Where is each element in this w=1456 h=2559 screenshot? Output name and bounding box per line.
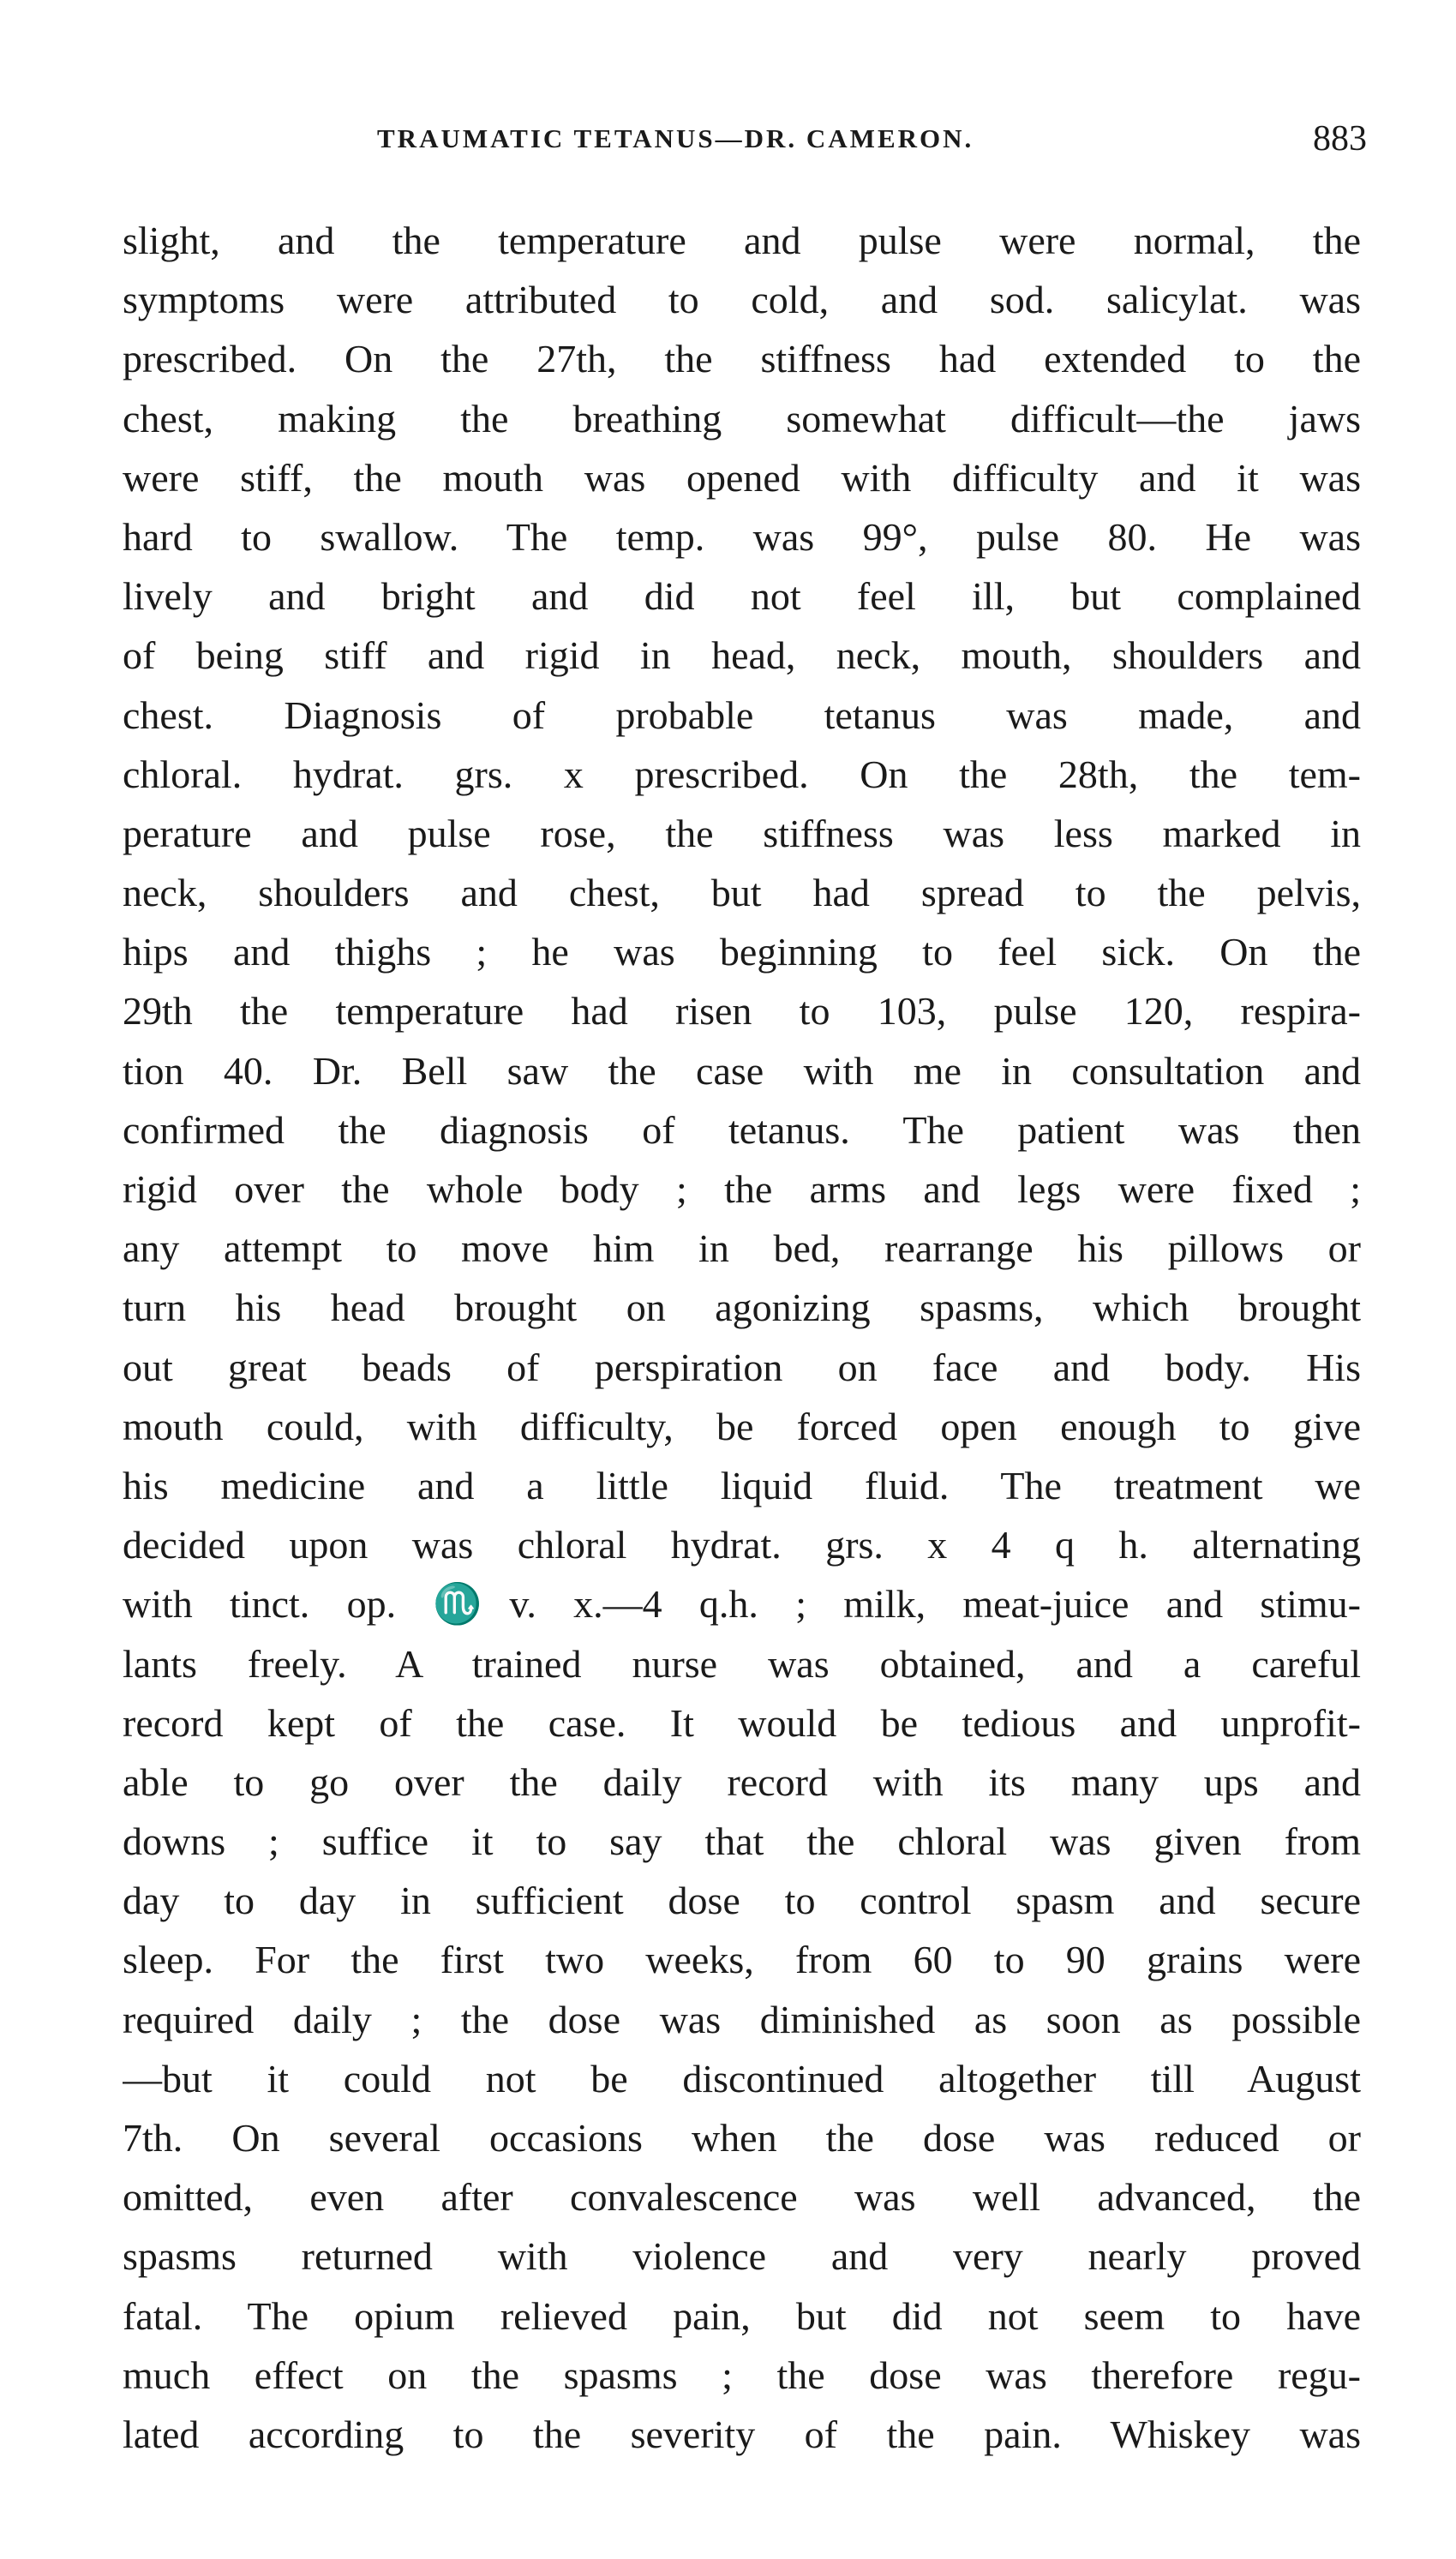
- text-line: any attempt to move him in bed, rearrange his pillows or: [123, 1226, 1361, 1271]
- text-line: day to day in sufficient dose to control spasm and secure: [123, 1879, 1361, 1923]
- text-line: confirmed the diagnosis of tetanus. The patient was then: [123, 1107, 1361, 1152]
- text-line: omitted, even after convalescence was well advanced, the: [123, 2175, 1361, 2220]
- text-line: lively and bright and did not feel ill, but complained: [123, 574, 1361, 619]
- text-line: required daily ; the dose was diminished as soon as possible: [123, 1997, 1361, 2041]
- text-line: downs ; suffice it to say that the chloral was given from: [123, 1819, 1361, 1864]
- text-line: mouth could, with difficulty, be forced open enough to give: [123, 1404, 1361, 1448]
- text-line: able to go over the daily record with its many ups and: [123, 1759, 1361, 1804]
- text-line: record kept of the case. It would be tedious and unprofit-: [123, 1700, 1361, 1745]
- text-line: slight, and the temperature and pulse were normal, the: [123, 219, 1361, 262]
- text-line: lated according to the severity of the pain. Whiskey was: [123, 2412, 1361, 2456]
- running-head: [120, 118, 1367, 170]
- text-line: fatal. The opium relieved pain, but did not seem to have: [123, 2293, 1361, 2338]
- text-line: chest. Diagnosis of probable tetanus was made, and: [123, 692, 1361, 737]
- text-line: perature and pulse rose, the stiffness was less marked in: [123, 811, 1361, 855]
- text-line: were stiff, the mouth was opened with difficulty and it was: [123, 455, 1361, 500]
- text-line: 29th the temperature had risen to 103, pulse 120, respira-: [123, 989, 1361, 1034]
- text-line: lants freely. A trained nurse was obtained, and a careful: [123, 1641, 1361, 1686]
- text-line: prescribed. On the 27th, the stiffness had extended to the: [123, 337, 1361, 381]
- text-line: —but it could not be discontinued altogether till August: [123, 2056, 1361, 2101]
- text-line: his medicine and a little liquid fluid. The treatment we: [123, 1463, 1361, 1507]
- text-line: of being stiff and rigid in head, neck, mouth, shoulders and: [123, 633, 1361, 678]
- text-line: sleep. For the first two weeks, from 60 to 90 grains were: [123, 1938, 1361, 1982]
- page-number: 883: [1313, 119, 1367, 159]
- text-line: tion 40. Dr. Bell saw the case with me in consultation and: [123, 1048, 1361, 1093]
- text-line: spasms returned with violence and very nearly proved: [123, 2234, 1361, 2279]
- text-line: symptoms were attributed to cold, and sod. salicylat. was: [123, 278, 1361, 322]
- text-line: 7th. On several occasions when the dose was reduced or: [123, 2116, 1361, 2160]
- text-line: hard to swallow. The temp. was 99°, pulse 80. He was: [123, 514, 1361, 559]
- text-line: with tinct. op. ♏v. x.—4 q.h. ; milk, meat-juice and stimu-: [123, 1582, 1361, 1627]
- text-line: chest, making the breathing somewhat difficult—the jaws: [123, 396, 1361, 440]
- text-line: much effect on the spasms ; the dose was therefore regu-: [123, 2352, 1361, 2397]
- text-line: rigid over the whole body ; the arms and legs were fixed ;: [123, 1167, 1361, 1211]
- text-line: decided upon was chloral hydrat. grs. x 4 q h. alternating: [123, 1523, 1361, 1567]
- text-line: neck, shoulders and chest, but had spread to the pelvis,: [123, 871, 1361, 915]
- text-line: hips and thighs ; he was beginning to feel sick. On the: [123, 930, 1361, 974]
- body-text: [123, 211, 1361, 2464]
- text-line: turn his head brought on agonizing spasms, which brought: [123, 1285, 1361, 1330]
- text-line: out great beads of perspiration on face and body. His: [123, 1345, 1361, 1389]
- running-title: TRAUMATIC TETANUS—DR. CAMERON.: [377, 123, 974, 153]
- text-line: chloral. hydrat. grs. x prescribed. On the 28th, the tem-: [123, 752, 1361, 796]
